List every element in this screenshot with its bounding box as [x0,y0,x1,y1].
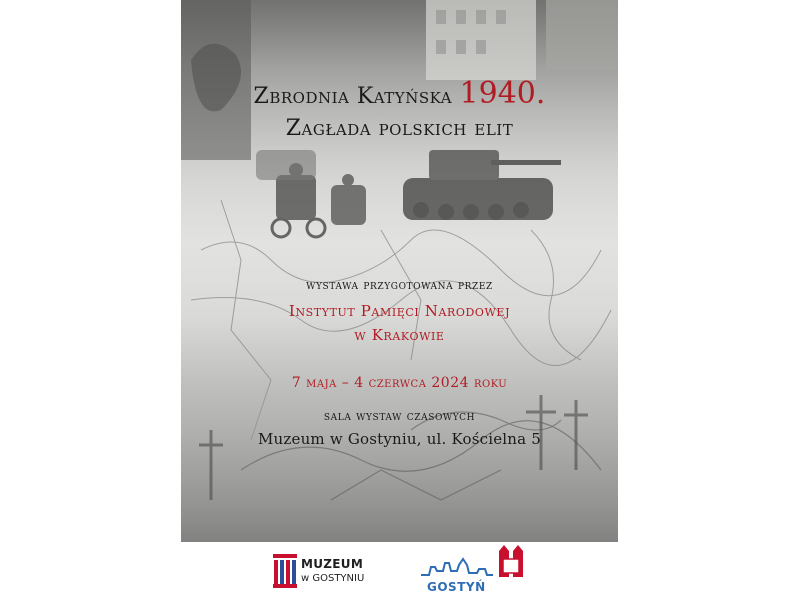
institute-name: Instytut Pamięci Narodowej [288,302,511,320]
prepared-by-text: wystawa przygotowana przez [306,278,493,293]
exhibition-venue: Muzeum w Gostyniu, ul. Kościelna 5 [257,430,542,448]
gostyn-city-logo [419,545,531,599]
museum-logo-sub: w GOSTYNIU [301,573,365,584]
exhibition-poster [181,0,618,542]
city-skyline-icon [419,545,531,581]
title-main-text: Zbrodnia Katyńska [253,84,453,109]
poster-footer [181,542,618,600]
exhibition-dates: 7 maja – 4 czerwca 2024 roku [291,375,508,391]
museum-emblem-icon [273,554,297,588]
museum-logo [273,554,403,594]
institute-city: w Krakowie [354,326,445,344]
exhibition-hall: sala wystaw czasowych [323,409,476,424]
poster-title-line-2: Zagłada polskich elit [285,116,514,141]
poster-title-line-1 [181,76,618,111]
title-year: 1940 [459,76,536,111]
title-dot: . [535,76,546,111]
city-logo-text: GOSTYŃ [427,580,486,594]
museum-logo-name: MUZEUM [301,557,364,571]
